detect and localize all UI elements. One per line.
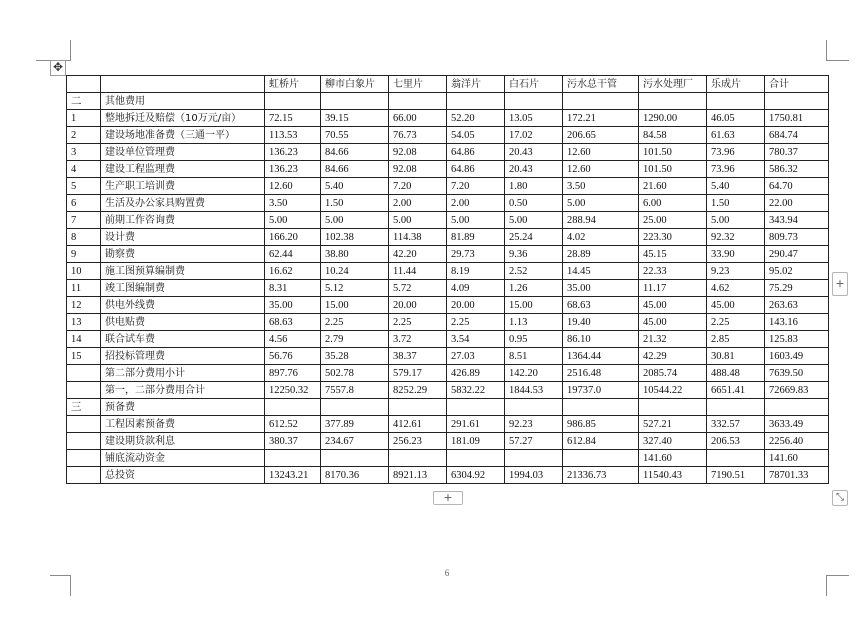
- table-cell[interactable]: 竣工图编制费: [101, 280, 265, 297]
- table-cell[interactable]: 33.90: [707, 246, 765, 263]
- table-cell[interactable]: 64.86: [447, 161, 505, 178]
- table-cell[interactable]: 327.40: [639, 433, 707, 450]
- table-cell[interactable]: 10544.22: [639, 382, 707, 399]
- table-row: [67, 331, 829, 348]
- table-cell[interactable]: 20.43: [505, 161, 563, 178]
- table-cell[interactable]: 7190.51: [707, 467, 765, 484]
- table-cell[interactable]: 1364.44: [563, 348, 639, 365]
- table-cell[interactable]: 14: [67, 331, 101, 348]
- table-cell[interactable]: 412.61: [389, 416, 447, 433]
- table-cell[interactable]: 234.67: [321, 433, 389, 450]
- table-cell[interactable]: 25.00: [639, 212, 707, 229]
- table-cell[interactable]: 8.19: [447, 263, 505, 280]
- table-row: [67, 178, 829, 195]
- table-cell[interactable]: 426.89: [447, 365, 505, 382]
- table-row: [67, 246, 829, 263]
- table-cell[interactable]: 70.55: [321, 127, 389, 144]
- table-cell[interactable]: 3.72: [389, 331, 447, 348]
- table-cell[interactable]: 84.58: [639, 127, 707, 144]
- table-cell[interactable]: 7.20: [389, 178, 447, 195]
- table-cell[interactable]: 8252.29: [389, 382, 447, 399]
- table-cell[interactable]: 4: [67, 161, 101, 178]
- table-cell[interactable]: 68.63: [563, 297, 639, 314]
- table-header-cell[interactable]: 污水总干管: [563, 76, 639, 93]
- table-cell[interactable]: 2085.74: [639, 365, 707, 382]
- table-cell[interactable]: 2.00: [389, 195, 447, 212]
- table-cell[interactable]: 22.33: [639, 263, 707, 280]
- table-header-cell[interactable]: 污水处理厂: [639, 76, 707, 93]
- table-row: [67, 399, 829, 416]
- table-cell[interactable]: 1603.49: [765, 348, 829, 365]
- table-cell[interactable]: 1844.53: [505, 382, 563, 399]
- table-header-cell[interactable]: [101, 76, 265, 93]
- table-row: [67, 195, 829, 212]
- table-cell[interactable]: 5.00: [447, 212, 505, 229]
- table-cell[interactable]: 9.36: [505, 246, 563, 263]
- table-cell[interactable]: 502.78: [321, 365, 389, 382]
- table-cell[interactable]: 5.00: [505, 212, 563, 229]
- table-cell[interactable]: 5.00: [265, 212, 321, 229]
- crop-mark-top-left: [36, 40, 71, 61]
- table-cell[interactable]: 5.00: [321, 212, 389, 229]
- table-cell[interactable]: [321, 450, 389, 467]
- table-cell[interactable]: 1290.00: [639, 110, 707, 127]
- table-cell[interactable]: 预备费: [101, 399, 265, 416]
- table-cell[interactable]: 42.29: [639, 348, 707, 365]
- table-cell[interactable]: 75.29: [765, 280, 829, 297]
- table-cell[interactable]: 380.37: [265, 433, 321, 450]
- crop-mark-top-right: [826, 40, 849, 61]
- table-cell[interactable]: 第二部分费用小计: [101, 365, 265, 382]
- table-cell[interactable]: 总投资: [101, 467, 265, 484]
- table-cell[interactable]: 92.08: [389, 144, 447, 161]
- table-cell[interactable]: 20.43: [505, 144, 563, 161]
- table-cell[interactable]: 73.96: [707, 161, 765, 178]
- table-cell[interactable]: 联合试车费: [101, 331, 265, 348]
- table-cell[interactable]: 10: [67, 263, 101, 280]
- table-header-row: [67, 76, 829, 93]
- table-cell[interactable]: 1.26: [505, 280, 563, 297]
- table-cell[interactable]: 72.15: [265, 110, 321, 127]
- table-cell[interactable]: 45.00: [639, 314, 707, 331]
- table-cell[interactable]: 68.63: [265, 314, 321, 331]
- table-cell[interactable]: 527.21: [639, 416, 707, 433]
- table-header-cell[interactable]: 虹桥片: [265, 76, 321, 93]
- table-row: [67, 450, 829, 467]
- table-cell[interactable]: 4.09: [447, 280, 505, 297]
- table-cell[interactable]: 生产职工培训费: [101, 178, 265, 195]
- table-cell[interactable]: 72669.83: [765, 382, 829, 399]
- table-header-cell[interactable]: 白石片: [505, 76, 563, 93]
- table-cell[interactable]: [707, 93, 765, 110]
- table-cell[interactable]: 1994.03: [505, 467, 563, 484]
- table-cell[interactable]: [505, 450, 563, 467]
- table-cell[interactable]: 73.96: [707, 144, 765, 161]
- table-cell[interactable]: 263.63: [765, 297, 829, 314]
- table-cell[interactable]: 整地拆迁及赔偿（10万元/亩）: [101, 110, 265, 127]
- table-cell[interactable]: [707, 450, 765, 467]
- table-cell[interactable]: 二: [67, 93, 101, 110]
- table-cell[interactable]: 5.00: [563, 195, 639, 212]
- table-cell[interactable]: 3: [67, 144, 101, 161]
- table-cell[interactable]: [765, 93, 829, 110]
- table-cell[interactable]: 5.40: [707, 178, 765, 195]
- table-cell[interactable]: 57.27: [505, 433, 563, 450]
- table-cell[interactable]: 2.52: [505, 263, 563, 280]
- table-cell[interactable]: [563, 399, 639, 416]
- table-cell[interactable]: 11: [67, 280, 101, 297]
- table-cell[interactable]: 其他费用: [101, 93, 265, 110]
- table-cell[interactable]: [321, 93, 389, 110]
- table-cell[interactable]: 206.53: [707, 433, 765, 450]
- table-header-cell[interactable]: 翁洋片: [447, 76, 505, 93]
- table-cell[interactable]: [505, 93, 563, 110]
- crop-mark-bottom-left: [50, 575, 71, 596]
- table-cell[interactable]: [67, 467, 101, 484]
- table-cell[interactable]: 6.00: [639, 195, 707, 212]
- table-cell[interactable]: 0.50: [505, 195, 563, 212]
- table-cell[interactable]: 61.63: [707, 127, 765, 144]
- table-cell[interactable]: 21.60: [639, 178, 707, 195]
- table-row: [67, 348, 829, 365]
- table-cell[interactable]: [265, 450, 321, 467]
- table-cell[interactable]: 986.85: [563, 416, 639, 433]
- add-row-plus-icon[interactable]: +: [433, 491, 463, 505]
- table-cell[interactable]: [563, 450, 639, 467]
- table-cell[interactable]: 前期工作咨询费: [101, 212, 265, 229]
- table-cell[interactable]: 101.50: [639, 161, 707, 178]
- table-cell[interactable]: 1: [67, 110, 101, 127]
- table-cell[interactable]: 29.73: [447, 246, 505, 263]
- table-cell[interactable]: 45.15: [639, 246, 707, 263]
- table-cell[interactable]: 7: [67, 212, 101, 229]
- table-cell[interactable]: 2.25: [321, 314, 389, 331]
- table-cell[interactable]: 101.50: [639, 144, 707, 161]
- table-cell[interactable]: 2.25: [389, 314, 447, 331]
- table-cell[interactable]: 92.08: [389, 161, 447, 178]
- table-cell[interactable]: 21.32: [639, 331, 707, 348]
- table-cell[interactable]: 5.72: [389, 280, 447, 297]
- table-row: [67, 297, 829, 314]
- table-cell[interactable]: 136.23: [265, 144, 321, 161]
- table-cell[interactable]: [707, 399, 765, 416]
- table-cell[interactable]: 11.44: [389, 263, 447, 280]
- table-cell[interactable]: 30.81: [707, 348, 765, 365]
- table-cell[interactable]: 3.50: [563, 178, 639, 195]
- table-cell[interactable]: 21336.73: [563, 467, 639, 484]
- table-cell[interactable]: [67, 382, 101, 399]
- table-cell[interactable]: 5.00: [389, 212, 447, 229]
- table-cell[interactable]: 10.24: [321, 263, 389, 280]
- table-cell[interactable]: 684.74: [765, 127, 829, 144]
- table-cell[interactable]: 206.65: [563, 127, 639, 144]
- table-cell[interactable]: 142.20: [505, 365, 563, 382]
- table-cell[interactable]: 35.00: [563, 280, 639, 297]
- table-cell[interactable]: [67, 433, 101, 450]
- table-cell[interactable]: 8921.13: [389, 467, 447, 484]
- table-cell[interactable]: 建设单位管理费: [101, 144, 265, 161]
- table-cell[interactable]: 62.44: [265, 246, 321, 263]
- table-cell[interactable]: 12.60: [265, 178, 321, 195]
- table-cell[interactable]: 工程因素预备费: [101, 416, 265, 433]
- table-cell[interactable]: 6304.92: [447, 467, 505, 484]
- table-header-cell[interactable]: 七里片: [389, 76, 447, 93]
- table-cell[interactable]: 2: [67, 127, 101, 144]
- table-cell[interactable]: 780.37: [765, 144, 829, 161]
- table-cell[interactable]: 供电贴费: [101, 314, 265, 331]
- table-cell[interactable]: 46.05: [707, 110, 765, 127]
- table-cell[interactable]: 15: [67, 348, 101, 365]
- cost-table: [66, 75, 829, 484]
- table-row: [67, 93, 829, 110]
- table-cell[interactable]: 9: [67, 246, 101, 263]
- table-row: [67, 314, 829, 331]
- table-cell[interactable]: [67, 365, 101, 382]
- table-cell[interactable]: 223.30: [639, 229, 707, 246]
- table-cell[interactable]: 5832.22: [447, 382, 505, 399]
- table-cell[interactable]: 4.62: [707, 280, 765, 297]
- table-cell[interactable]: 56.76: [265, 348, 321, 365]
- table-cell[interactable]: 20.00: [447, 297, 505, 314]
- table-cell[interactable]: 1.80: [505, 178, 563, 195]
- table-cell[interactable]: 84.66: [321, 144, 389, 161]
- table-cell[interactable]: 生活及办公家具购置费: [101, 195, 265, 212]
- table-cell[interactable]: 建设场地准备费（三通一平）: [101, 127, 265, 144]
- table-row: [67, 365, 829, 382]
- table-cell[interactable]: 第一，二部分费用合计: [101, 382, 265, 399]
- table-cell[interactable]: 38.80: [321, 246, 389, 263]
- table-cell[interactable]: [447, 450, 505, 467]
- table-cell[interactable]: 172.21: [563, 110, 639, 127]
- table-cell[interactable]: 76.73: [389, 127, 447, 144]
- table-cell[interactable]: 3633.49: [765, 416, 829, 433]
- table-cell[interactable]: 9.23: [707, 263, 765, 280]
- table-cell[interactable]: 81.89: [447, 229, 505, 246]
- table-cell[interactable]: [563, 93, 639, 110]
- table-cell[interactable]: 42.20: [389, 246, 447, 263]
- table-row: [67, 144, 829, 161]
- table-cell[interactable]: 612.84: [563, 433, 639, 450]
- table-cell[interactable]: 7639.50: [765, 365, 829, 382]
- table-cell[interactable]: 0.95: [505, 331, 563, 348]
- table-row: [67, 280, 829, 297]
- table-cell[interactable]: 579.17: [389, 365, 447, 382]
- table-row: [67, 433, 829, 450]
- table-cell[interactable]: [321, 399, 389, 416]
- table-cell[interactable]: 2.25: [447, 314, 505, 331]
- table-cell[interactable]: 8170.36: [321, 467, 389, 484]
- table-cell[interactable]: 5: [67, 178, 101, 195]
- table-cell[interactable]: 84.66: [321, 161, 389, 178]
- table-cell[interactable]: 15.00: [505, 297, 563, 314]
- table-cell[interactable]: [67, 450, 101, 467]
- table-cell[interactable]: 38.37: [389, 348, 447, 365]
- table-cell[interactable]: 7.20: [447, 178, 505, 195]
- table-cell[interactable]: 22.00: [765, 195, 829, 212]
- table-cell[interactable]: [639, 399, 707, 416]
- table-cell[interactable]: 7557.8: [321, 382, 389, 399]
- table-cell[interactable]: 8.31: [265, 280, 321, 297]
- table-row: [67, 416, 829, 433]
- table-cell[interactable]: 809.73: [765, 229, 829, 246]
- table-cell[interactable]: 2.25: [707, 314, 765, 331]
- table-row: [67, 127, 829, 144]
- table-cell[interactable]: 136.23: [265, 161, 321, 178]
- table-header-cell[interactable]: 合计: [765, 76, 829, 93]
- table-cell[interactable]: 8.51: [505, 348, 563, 365]
- table-cell[interactable]: 4.56: [265, 331, 321, 348]
- table-cell[interactable]: 92.32: [707, 229, 765, 246]
- table-cell[interactable]: [265, 93, 321, 110]
- table-row: [67, 212, 829, 229]
- table-cell[interactable]: 6: [67, 195, 101, 212]
- table-cell[interactable]: 45.00: [639, 297, 707, 314]
- table-cell[interactable]: 332.57: [707, 416, 765, 433]
- table-cell[interactable]: 95.02: [765, 263, 829, 280]
- table-cell[interactable]: 5.12: [321, 280, 389, 297]
- table-cell[interactable]: 2516.48: [563, 365, 639, 382]
- table-cell[interactable]: 建设工程监理费: [101, 161, 265, 178]
- table-row: [67, 382, 829, 399]
- table-cell[interactable]: [765, 399, 829, 416]
- table-cell[interactable]: 64.86: [447, 144, 505, 161]
- table-cell[interactable]: 86.10: [563, 331, 639, 348]
- table-cell[interactable]: 1.13: [505, 314, 563, 331]
- table-cell[interactable]: 377.89: [321, 416, 389, 433]
- table-cell[interactable]: 2.00: [447, 195, 505, 212]
- table-cell[interactable]: 28.89: [563, 246, 639, 263]
- table-cell[interactable]: 建设期贷款利息: [101, 433, 265, 450]
- table-cell[interactable]: 12.60: [563, 161, 639, 178]
- table-cell[interactable]: 19.40: [563, 314, 639, 331]
- table-cell[interactable]: 114.38: [389, 229, 447, 246]
- table-cell[interactable]: [389, 450, 447, 467]
- table-cell[interactable]: 181.09: [447, 433, 505, 450]
- table-cell[interactable]: 102.38: [321, 229, 389, 246]
- table-cell[interactable]: 12250.32: [265, 382, 321, 399]
- table-cell[interactable]: 设计费: [101, 229, 265, 246]
- table-cell[interactable]: 1.50: [707, 195, 765, 212]
- table-cell[interactable]: 6651.41: [707, 382, 765, 399]
- table-cell[interactable]: [389, 399, 447, 416]
- table-row: [67, 467, 829, 484]
- table-cell[interactable]: 12.60: [563, 144, 639, 161]
- table-cell[interactable]: 3.50: [265, 195, 321, 212]
- crop-mark-bottom-right: [826, 575, 849, 596]
- table-cell[interactable]: 288.94: [563, 212, 639, 229]
- table-row: [67, 229, 829, 246]
- table-cell[interactable]: 13243.21: [265, 467, 321, 484]
- table-cell[interactable]: 290.47: [765, 246, 829, 263]
- table-row: [67, 110, 829, 127]
- table-cell[interactable]: 招投标管理费: [101, 348, 265, 365]
- table-cell[interactable]: 143.16: [765, 314, 829, 331]
- table-cell[interactable]: 488.48: [707, 365, 765, 382]
- table-cell[interactable]: 256.23: [389, 433, 447, 450]
- table-cell[interactable]: 供电外线费: [101, 297, 265, 314]
- table-cell[interactable]: 141.60: [765, 450, 829, 467]
- table-cell[interactable]: 3.54: [447, 331, 505, 348]
- table-resize-icon[interactable]: ⤡: [832, 490, 848, 506]
- table-cell[interactable]: 14.45: [563, 263, 639, 280]
- table-cell[interactable]: 39.15: [321, 110, 389, 127]
- table-cell[interactable]: 16.62: [265, 263, 321, 280]
- table-cell[interactable]: 5.40: [321, 178, 389, 195]
- table-cell[interactable]: 35.28: [321, 348, 389, 365]
- table-cell[interactable]: 11.17: [639, 280, 707, 297]
- table-cell[interactable]: 5.00: [707, 212, 765, 229]
- table-header-cell[interactable]: 柳市白象片: [321, 76, 389, 93]
- table-cell[interactable]: [447, 93, 505, 110]
- table-cell[interactable]: 17.02: [505, 127, 563, 144]
- table-cell[interactable]: 施工图预算编制费: [101, 263, 265, 280]
- table-cell[interactable]: [505, 399, 563, 416]
- table-cell[interactable]: [265, 399, 321, 416]
- table-cell[interactable]: 166.20: [265, 229, 321, 246]
- table-cell[interactable]: 20.00: [389, 297, 447, 314]
- table-cell[interactable]: 27.03: [447, 348, 505, 365]
- table-cell[interactable]: 291.61: [447, 416, 505, 433]
- table-cell[interactable]: [389, 93, 447, 110]
- table-cell[interactable]: 586.32: [765, 161, 829, 178]
- table-cell[interactable]: 8: [67, 229, 101, 246]
- table-cell[interactable]: 19737.0: [563, 382, 639, 399]
- table-cell[interactable]: 113.53: [265, 127, 321, 144]
- table-cell[interactable]: 54.05: [447, 127, 505, 144]
- table-cell[interactable]: 13: [67, 314, 101, 331]
- table-cell[interactable]: 2.85: [707, 331, 765, 348]
- table-cell[interactable]: 25.24: [505, 229, 563, 246]
- table-header-cell[interactable]: 乐成片: [707, 76, 765, 93]
- table-cell[interactable]: 13.05: [505, 110, 563, 127]
- table-move-handle-icon[interactable]: ✥: [50, 60, 66, 76]
- add-column-plus-icon[interactable]: +: [832, 272, 848, 296]
- table-cell[interactable]: [447, 399, 505, 416]
- table-cell[interactable]: 12: [67, 297, 101, 314]
- table-cell[interactable]: 三: [67, 399, 101, 416]
- table-cell[interactable]: 1750.81: [765, 110, 829, 127]
- table-cell[interactable]: 4.02: [563, 229, 639, 246]
- table-cell[interactable]: 612.52: [265, 416, 321, 433]
- table-cell[interactable]: 2256.40: [765, 433, 829, 450]
- table-row: [67, 161, 829, 178]
- table-cell[interactable]: 铺底流动资金: [101, 450, 265, 467]
- table-cell[interactable]: 66.00: [389, 110, 447, 127]
- table-cell[interactable]: 35.00: [265, 297, 321, 314]
- table-cell[interactable]: 64.70: [765, 178, 829, 195]
- table-cell[interactable]: 45.00: [707, 297, 765, 314]
- table-cell[interactable]: 勘察费: [101, 246, 265, 263]
- table-cell[interactable]: 52.20: [447, 110, 505, 127]
- table-cell[interactable]: 11540.43: [639, 467, 707, 484]
- table-cell[interactable]: 897.76: [265, 365, 321, 382]
- table-row: [67, 263, 829, 280]
- table-cell[interactable]: 343.94: [765, 212, 829, 229]
- table-cell[interactable]: 78701.33: [765, 467, 829, 484]
- table-cell[interactable]: 92.23: [505, 416, 563, 433]
- table-cell[interactable]: [67, 416, 101, 433]
- table-cell[interactable]: 2.79: [321, 331, 389, 348]
- table-header-cell[interactable]: [67, 76, 101, 93]
- table-cell[interactable]: 141.60: [639, 450, 707, 467]
- table-cell[interactable]: 15.00: [321, 297, 389, 314]
- table-cell[interactable]: [639, 93, 707, 110]
- table-cell[interactable]: 125.83: [765, 331, 829, 348]
- page-number: 6: [444, 568, 450, 578]
- table-cell[interactable]: 1.50: [321, 195, 389, 212]
